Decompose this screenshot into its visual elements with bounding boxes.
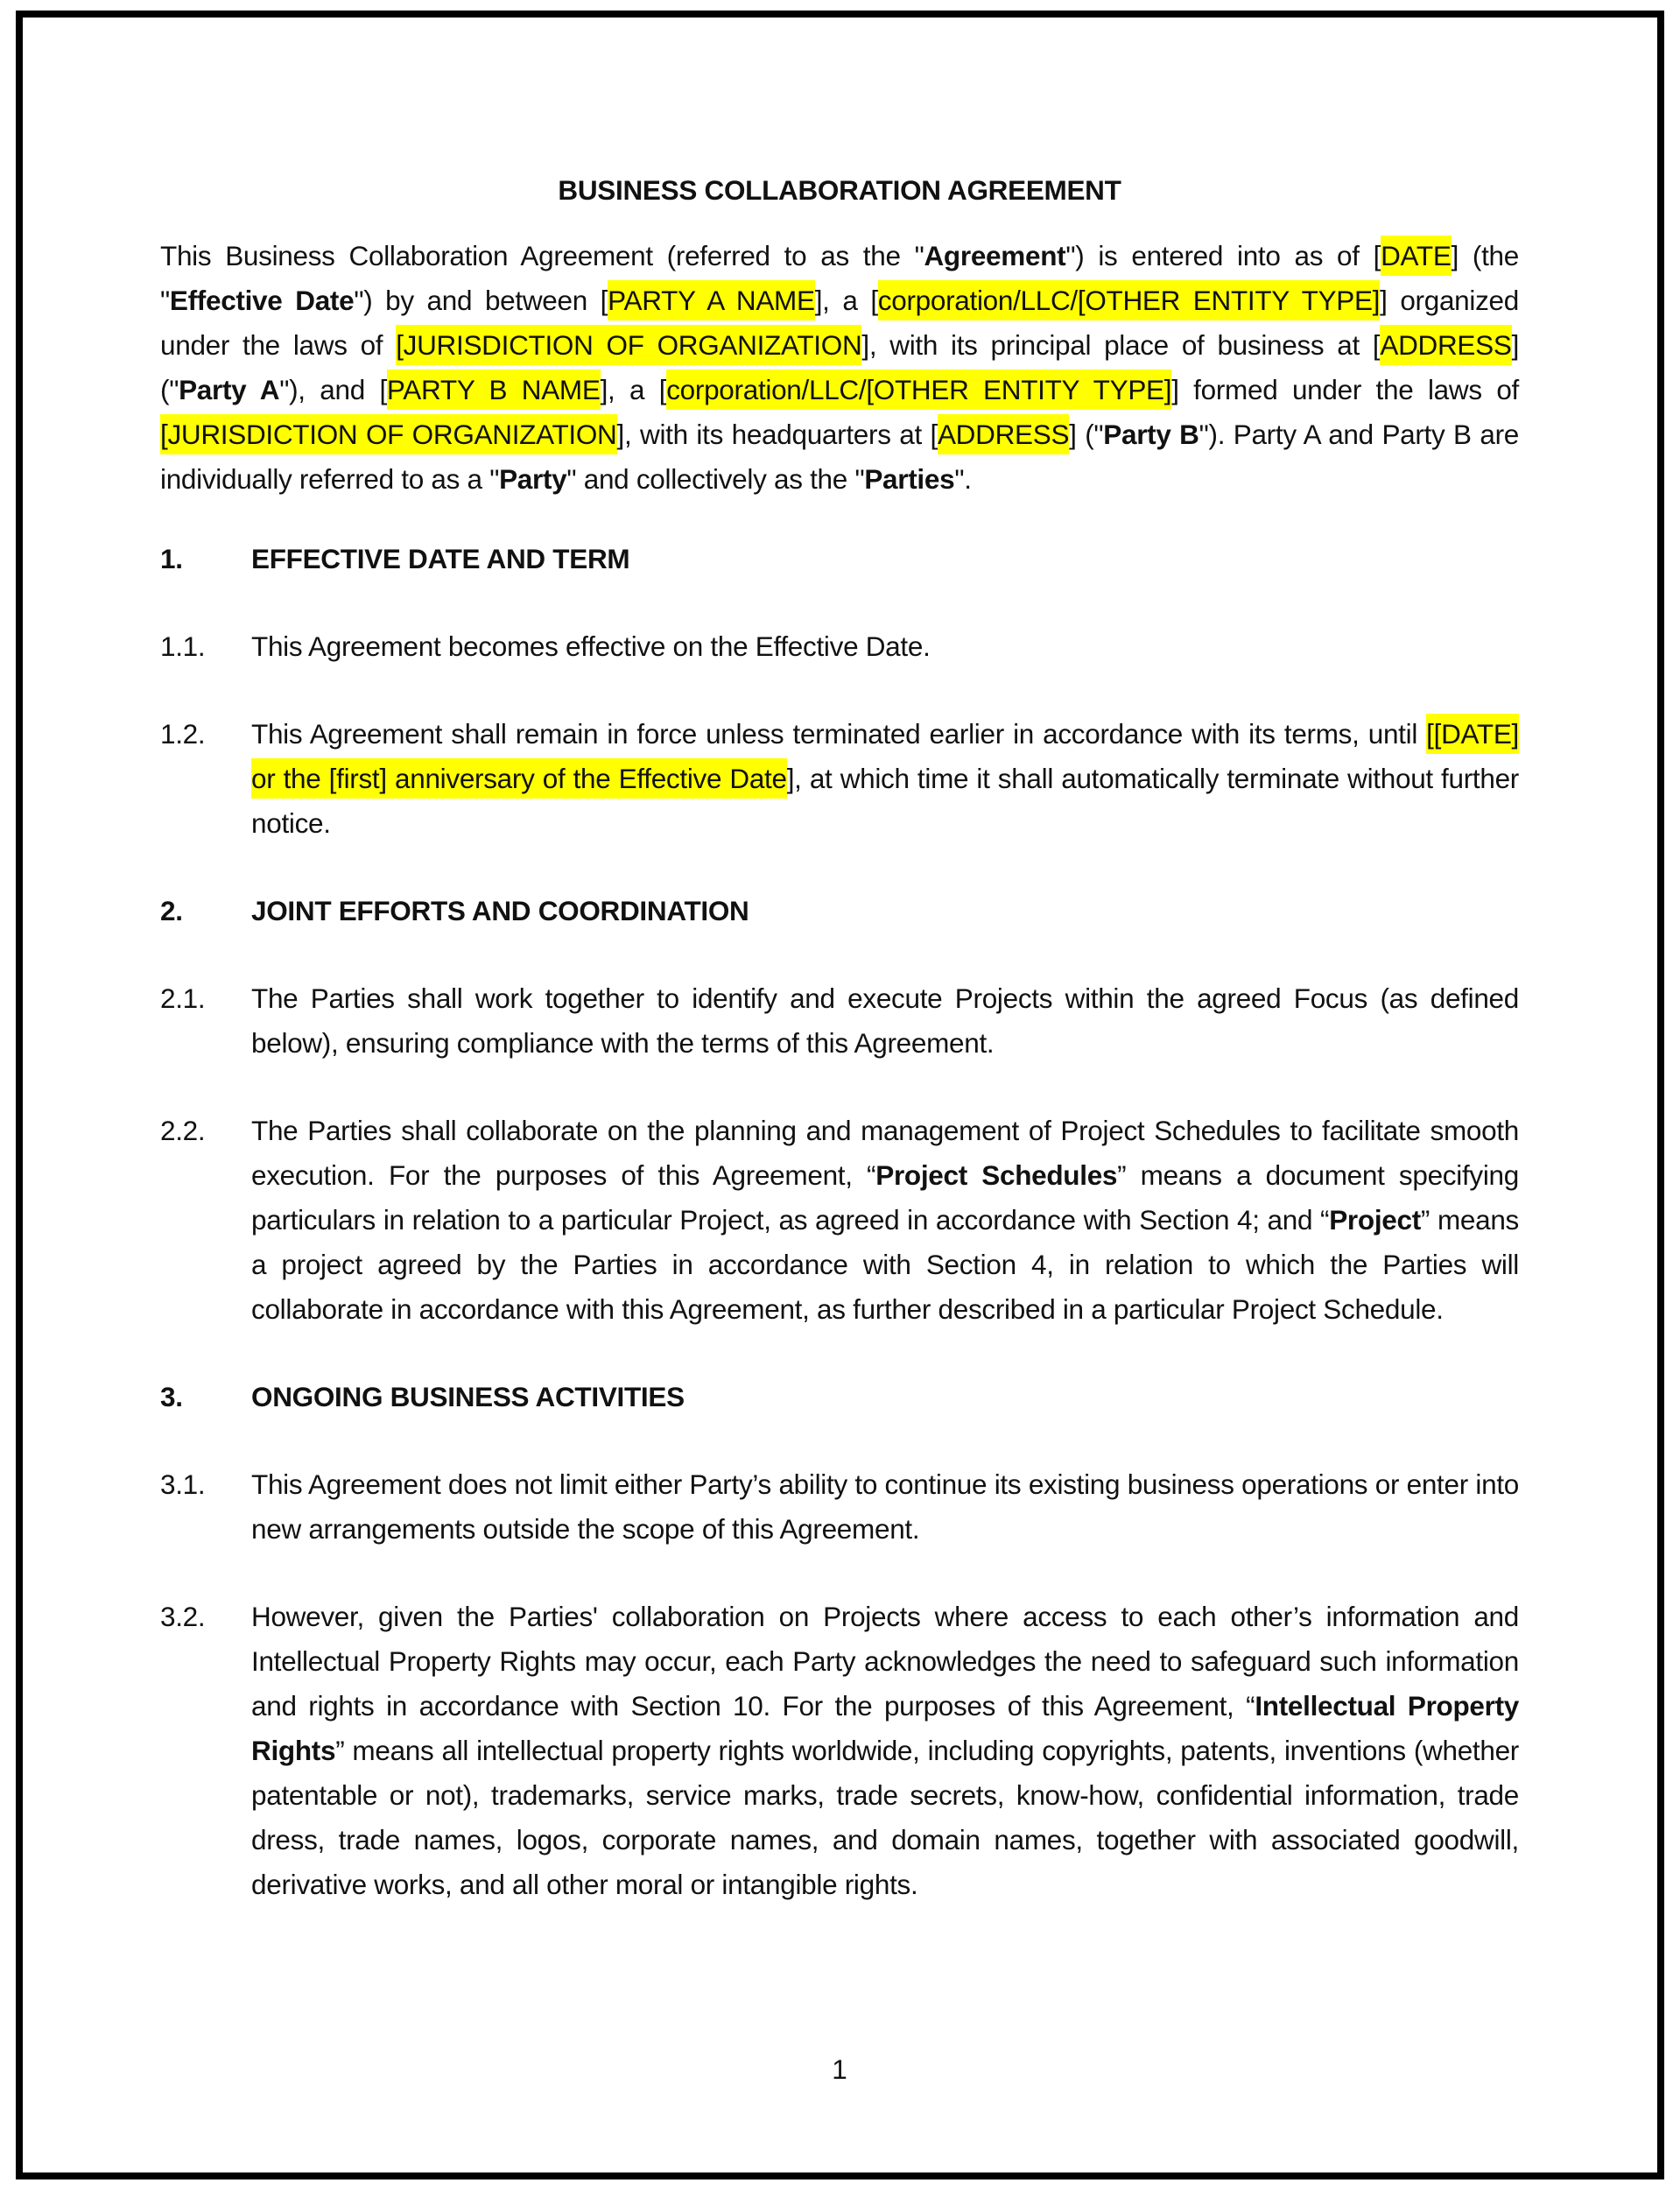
clause-number: 3.2. xyxy=(160,1601,206,1632)
section-number: 3. xyxy=(160,1381,183,1412)
page-number: 1 xyxy=(832,2053,847,2085)
section-heading xyxy=(160,1375,1519,1419)
section-joint-efforts-and-coordination xyxy=(160,889,1519,1332)
document-title: BUSINESS COLLABORATION AGREEMENT xyxy=(558,174,1121,206)
clause-text: The Parties shall work together to identify and execute Projects within the agreed Focus (as defined below), ensuring compliance with the terms of this Agreement. xyxy=(251,982,1519,1059)
section-heading xyxy=(160,537,1519,581)
clause-text: The Parties shall collaborate on the planning and management of Project Schedules to facilitate smooth execution. For the purposes of this Agreement, “Project Schedules” means a document specifying particulars in relation to a particular Project, as agreed in accordance with Section 4; and “Project” means a project agreed by the Parties in accordance with Section 4, in relation to which the Parties will collaborate in accordance with this Agreement, as further described in a particular Project Schedule. xyxy=(251,1115,1519,1325)
clause-number: 2.2. xyxy=(160,1115,206,1146)
clause-text: However, given the Parties' collaboration on Projects where access to each other’s information and Intellectual Property Rights may occur, each Party acknowledges the need to safeguard such information and rights in accordance with Section 10. For the purposes of this Agreement, “Intellectual Property Rights” means all intellectual property rights worldwide, including copyrights, patents, inventions (whether patentable or not), trademarks, service marks, trade secrets, know-how, confidential information, trade dress, trade names, logos, corporate names, and domain names, together with associated goodwill, derivative works, and all other moral or intangible rights. xyxy=(251,1601,1519,1900)
clause-number: 3.1. xyxy=(160,1468,206,1500)
clause-number: 1.2. xyxy=(160,718,206,750)
section-effective-date-and-term xyxy=(160,537,1519,846)
clause-1-1 xyxy=(160,624,1519,669)
clause-text: This Agreement becomes effective on the Effective Date. xyxy=(251,630,931,662)
section-title: EFFECTIVE DATE AND TERM xyxy=(251,543,630,574)
section-title: JOINT EFFORTS AND COORDINATION xyxy=(251,895,749,926)
clause-3-2 xyxy=(160,1595,1519,1907)
section-ongoing-business-activities xyxy=(160,1375,1519,1907)
clause-number: 1.1. xyxy=(160,630,206,662)
clause-2-1 xyxy=(160,976,1519,1066)
clause-1-2 xyxy=(160,712,1519,846)
clause-number: 2.1. xyxy=(160,982,206,1014)
section-heading xyxy=(160,889,1519,933)
clause-2-2 xyxy=(160,1109,1519,1332)
section-number: 2. xyxy=(160,895,183,926)
section-number: 1. xyxy=(160,543,183,574)
clause-3-1 xyxy=(160,1462,1519,1552)
clause-text: This Agreement does not limit either Party’s ability to continue its existing business operations or enter into new arrangements outside the scope of this Agreement. xyxy=(251,1468,1519,1545)
section-title: ONGOING BUSINESS ACTIVITIES xyxy=(251,1381,685,1412)
clause-text: This Agreement shall remain in force unless terminated earlier in accordance with its terms, until [[DATE] or the [first] anniversary of the Effective Date], at which time it shall automatically terminate without further notice. xyxy=(251,712,1519,846)
document-page xyxy=(160,168,1519,1950)
intro-paragraph: This Business Collaboration Agreement (referred to as the "Agreement") is entered into as of [DATE] (the "Effective Date") by and between [PARTY A NAME], a [corporation/LLC/[OTHER ENTITY TYPE]] organized under the laws of [JURISDICTION OF ORGANIZATION], with its principal place of business at [ADDRESS] ("Party A"), and [PARTY B NAME], a [corporation/LLC/[OTHER ENTITY TYPE]] formed under the laws of [JURISDICTION OF ORGANIZATION], with its headquarters at [ADDRESS] ("Party B"). Party A and Party B are individually referred to as a "Party" and collectively as the "Parties". xyxy=(160,234,1519,502)
